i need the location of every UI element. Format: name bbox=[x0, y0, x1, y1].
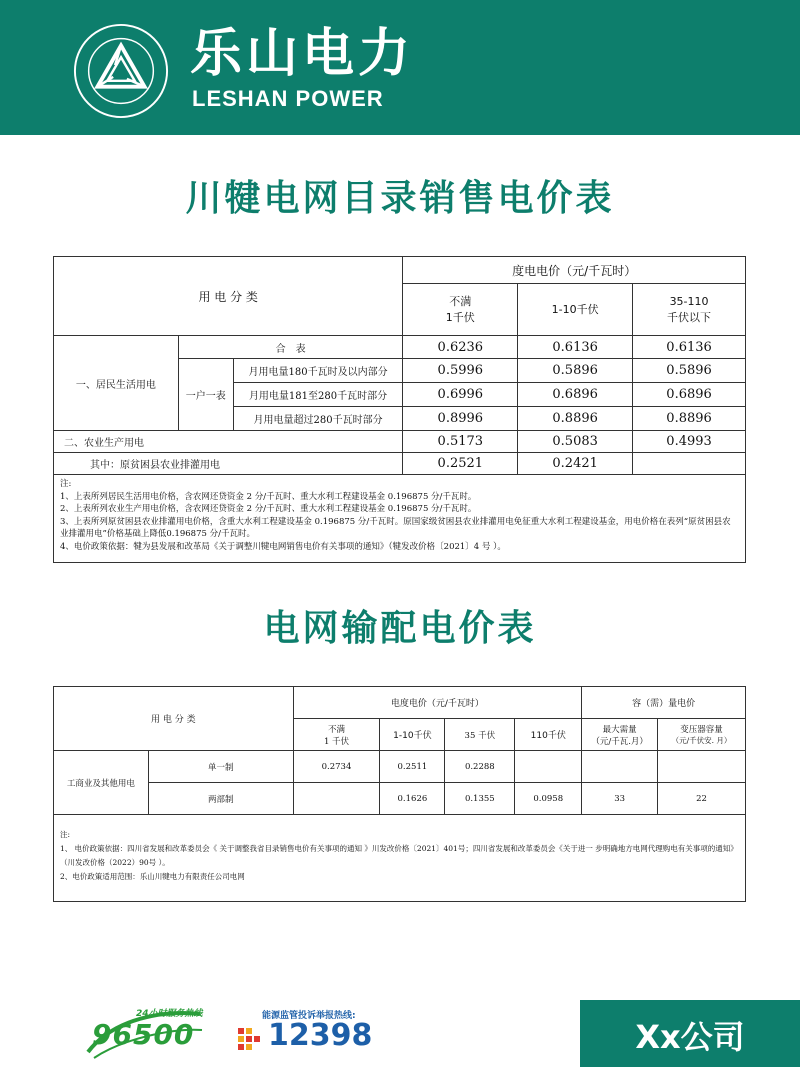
note-line: 注: bbox=[60, 479, 72, 489]
price-cell: 0.5896 bbox=[633, 359, 746, 383]
energy-price-group-header: 电度电价（元/千瓦时） bbox=[293, 687, 582, 719]
table-row bbox=[54, 751, 746, 783]
price-cell: 0.1355 bbox=[445, 783, 515, 815]
col-header-under-1kv: 不满 1千伏 bbox=[403, 284, 518, 336]
catalog-price-table bbox=[53, 256, 746, 475]
price-cell: 0.2521 bbox=[403, 453, 518, 475]
two-part-label: 两部制 bbox=[148, 783, 293, 815]
hotline-number: 96500 bbox=[92, 1018, 195, 1051]
price-cell: 0.5173 bbox=[403, 431, 518, 453]
brand-name-en: LESHAN POWER bbox=[192, 86, 384, 111]
note-line: 1、 电价政策依据：四川省发展和改革委员会《 关于调整我省目录销售电价有关事项的通知 》川发改价格〔2021〕401号；四川省发展和改革委员会《关于进一 步明确地方电网代理购电有关事项的通知》（川发改价格（2022）90号 ）。 bbox=[60, 844, 738, 867]
transmission-price-title: 电网输配电价表 bbox=[263, 608, 537, 649]
col-header-under-1kv: 不满 1 千伏 bbox=[293, 719, 380, 751]
price-cell: 0.8896 bbox=[633, 407, 746, 431]
transmission-price-notes bbox=[53, 814, 746, 902]
single-part-label: 单一制 bbox=[148, 751, 293, 783]
price-cell bbox=[633, 453, 746, 475]
price-cell: 0.6236 bbox=[403, 336, 518, 359]
price-cell: 33 bbox=[582, 783, 658, 815]
note-line: 4、电价政策依据：犍为县发展和改革局《关于调整川犍电网销售电价有关事项的通知》（犍发改价格〔2021〕4 号 ）。 bbox=[60, 541, 506, 552]
table-row bbox=[54, 453, 746, 475]
price-cell: 0.2511 bbox=[380, 751, 445, 783]
note-line: 1、上表所列居民生活用电价格，含农网还贷资金 2 分/千瓦时、重大水利工程建设基金 0.196875 分/千瓦时。 bbox=[60, 491, 477, 502]
col-header-35kv: 35 千伏 bbox=[445, 719, 515, 751]
transmission-price-table bbox=[53, 686, 746, 815]
tier-label: 月用电量180千瓦时及以内部分 bbox=[233, 359, 403, 383]
price-cell bbox=[658, 751, 746, 783]
agriculture-label: 二、农业生产用电 bbox=[54, 431, 403, 453]
category-header: 用 电 分 类 bbox=[54, 257, 403, 336]
catalog-price-title: 川犍电网目录销售电价表 bbox=[185, 178, 615, 219]
price-cell: 0.6896 bbox=[518, 383, 633, 407]
price-group-header: 度电电价（元/千瓦时） bbox=[403, 257, 746, 284]
price-cell: 0.5083 bbox=[518, 431, 633, 453]
col-header-1-10kv: 1-10千伏 bbox=[518, 284, 633, 336]
col-header-35-110kv: 35-110 千伏以下 bbox=[633, 284, 746, 336]
price-cell: 0.5896 bbox=[518, 359, 633, 383]
price-cell: 0.0958 bbox=[515, 783, 582, 815]
poverty-county-irrigation-label: 其中：原贫困县农业排灌用电 bbox=[54, 453, 403, 475]
col-header-transformer-capacity: 变压器容量 （元/千伏安. 月） bbox=[658, 719, 746, 751]
combined-meter-label: 合 表 bbox=[178, 336, 403, 359]
note-line: 注: bbox=[60, 830, 71, 839]
brand-name-cn: 乐山电力 bbox=[190, 24, 415, 84]
price-cell: 0.2421 bbox=[518, 453, 633, 475]
price-cell: 0.1626 bbox=[380, 783, 445, 815]
col-header-110kv: 110千伏 bbox=[515, 719, 582, 751]
note-line: 3、上表所列原贫困县农业排灌用电价格，含重大水利工程建设基金 0.196875 分/千瓦时。原国家级贫困县农业排灌用电免征重大水利工程建设基金，用电价格在表列“原贫困县农业排灌用电”价格基础上降低0.196875 分/千瓦时。 bbox=[60, 516, 731, 539]
complaint-hotline-number: 12398 bbox=[268, 1018, 373, 1053]
col-header-1-10kv: 1-10千伏 bbox=[380, 719, 445, 751]
price-cell bbox=[582, 751, 658, 783]
residential-label: 一、居民生活用电 bbox=[54, 336, 179, 431]
col-header-max-demand: 最大需量 （元/千瓦.月） bbox=[582, 719, 658, 751]
price-cell: 0.6896 bbox=[633, 383, 746, 407]
complaint-hotline-label: 能源监管投诉举报热线: bbox=[262, 1011, 356, 1021]
price-cell: 0.6996 bbox=[403, 383, 518, 407]
category-header: 用 电 分 类 bbox=[54, 687, 294, 751]
catalog-price-notes bbox=[53, 474, 746, 563]
note-line: 2、电价政策适用范围：乐山川犍电力有限责任公司电网 bbox=[60, 872, 245, 881]
note-line: 2、上表所列农业生产用电价格，含农网还贷资金 2 分/千瓦时、重大水利工程建设基金 0.196875 分/千瓦时。 bbox=[60, 504, 477, 514]
table-row bbox=[54, 431, 746, 453]
price-cell: 0.8896 bbox=[518, 407, 633, 431]
price-cell bbox=[293, 783, 380, 815]
hotline-label: 24小时服务热线 bbox=[136, 1009, 203, 1019]
header-band bbox=[0, 0, 800, 135]
commercial-category-label: 工商业及其他用电 bbox=[54, 751, 149, 815]
price-cell: 0.2288 bbox=[445, 751, 515, 783]
leshan-power-logo-icon bbox=[72, 22, 170, 120]
company-name: Xx公司 bbox=[635, 1018, 745, 1056]
price-cell: 0.6136 bbox=[518, 336, 633, 359]
table-row bbox=[54, 336, 746, 359]
price-cell: 22 bbox=[658, 783, 746, 815]
price-cell: 0.2734 bbox=[293, 751, 380, 783]
capacity-price-group-header: 容（需）量电价 bbox=[582, 687, 746, 719]
price-cell: 0.8996 bbox=[403, 407, 518, 431]
tier-label: 月用电量181至280千瓦时部分 bbox=[233, 383, 403, 407]
table-row bbox=[54, 783, 746, 815]
tier-label: 月用电量超过280千瓦时部分 bbox=[233, 407, 403, 431]
price-cell: 0.5996 bbox=[403, 359, 518, 383]
price-cell: 0.6136 bbox=[633, 336, 746, 359]
price-cell bbox=[515, 751, 582, 783]
household-meter-label: 一户一表 bbox=[178, 359, 233, 431]
price-cell: 0.4993 bbox=[633, 431, 746, 453]
complaint-hotline-icon bbox=[238, 1024, 260, 1050]
